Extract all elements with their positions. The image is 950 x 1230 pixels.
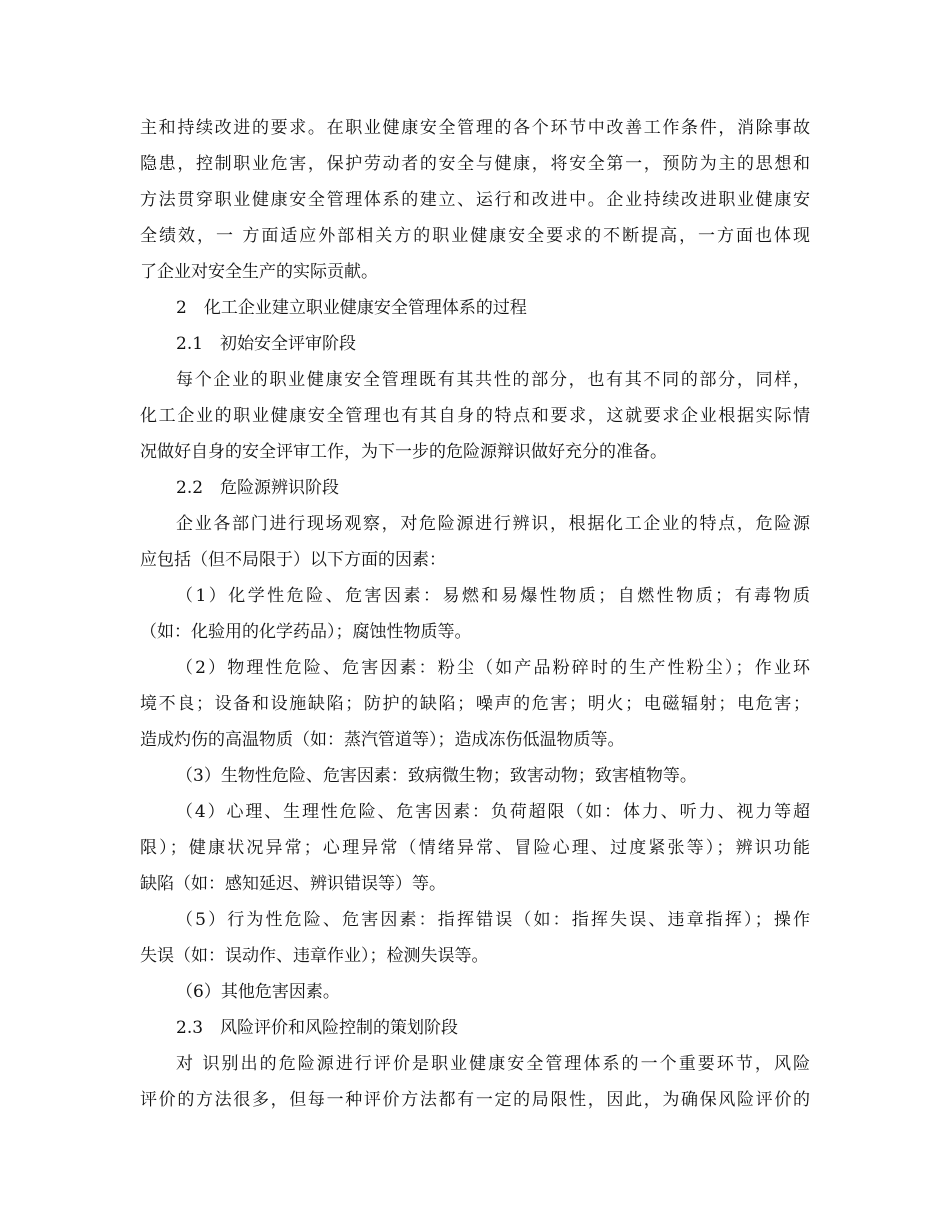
paragraph-line: 方法贯穿职业健康安全管理体系的建立、运行和改进中。企业持续改进职业健康安 (140, 190, 810, 210)
paragraph-line: 况做好自身的安全评审工作，为下一步的危险源辩识做好充分的准备。 (140, 442, 667, 462)
list-item-line: （5）行为性危险、危害因素：指挥错误（如：指挥失误、违章指挥）；操作 (176, 910, 810, 930)
paragraph-line: 评价的方法很多，但每一种评价方法都有一定的局限性，因此，为确保风险评价的 (140, 1090, 810, 1110)
subsection-heading: 2.3 风险评价和风险控制的策划阶段 (176, 1018, 459, 1038)
paragraph-line: 应包括（但不局限于）以下方面的因素： (140, 550, 446, 570)
list-item-line: （3）生物性危险、危害因素：致病微生物；致害动物；致害植物等。 (176, 766, 697, 786)
paragraph-line: 每个企业的职业健康安全管理既有其共性的部分，也有其不同的部分，同样， (176, 370, 810, 390)
list-item-line: （1）化学性危险、危害因素：易燃和易爆性物质；自燃性物质；有毒物质 (176, 586, 810, 606)
paragraph-line: 主和持续改进的要求。在职业健康安全管理的各个环节中改善工作条件，消除事故 (140, 118, 810, 138)
list-item-line: 造成灼伤的高温物质（如：蒸汽管道等）；造成冻伤低温物质等。 (140, 730, 625, 750)
paragraph-line: 企业各部门进行现场观察，对危险源进行辨识，根据化工企业的特点，危险源 (176, 514, 810, 534)
paragraph-line: 化工企业的职业健康安全管理也有其自身的特点和要求，这就要求企业根据实际情 (140, 406, 810, 426)
list-item-line: （如：化验用的化学药品）；腐蚀性物质等。 (140, 622, 472, 642)
section-heading: 2 化工企业建立职业健康安全管理体系的过程 (176, 298, 527, 318)
list-item-line: （6）其他危害因素。 (176, 982, 340, 1002)
list-item-line: （4）心理、生理性危险、危害因素：负荷超限（如：体力、听力、视力等超 (176, 802, 810, 822)
list-item-line: 境不良；设备和设施缺陷；防护的缺陷；噪声的危害；明火；电磁辐射；电危害； (140, 694, 810, 714)
paragraph-line: 了企业对安全生产的实际贡献。 (140, 262, 378, 282)
list-item-line: 缺陷（如：感知延迟、辨识错误等）等。 (140, 874, 446, 894)
paragraph-line: 全绩效，一 方面适应外部相关方的职业健康安全要求的不断提高，一方面也体现 (140, 226, 810, 246)
paragraph-line: 对 识别出的危险源进行评价是职业健康安全管理体系的一个重要环节，风险 (176, 1054, 810, 1074)
subsection-heading: 2.2 危险源辨识阶段 (176, 478, 340, 498)
paragraph-line: 隐患，控制职业危害，保护劳动者的安全与健康，将安全第一，预防为主的思想和 (140, 154, 810, 174)
list-item-line: （2）物理性危险、危害因素：粉尘（如产品粉碎时的生产性粉尘）；作业环 (176, 658, 810, 678)
list-item-line: 限）；健康状况异常；心理异常（情绪异常、冒险心理、过度紧张等）；辨识功能 (140, 838, 810, 858)
subsection-heading: 2.1 初始安全评审阶段 (176, 334, 357, 354)
list-item-line: 失误（如：误动作、违章作业）；检测失误等。 (140, 946, 489, 966)
